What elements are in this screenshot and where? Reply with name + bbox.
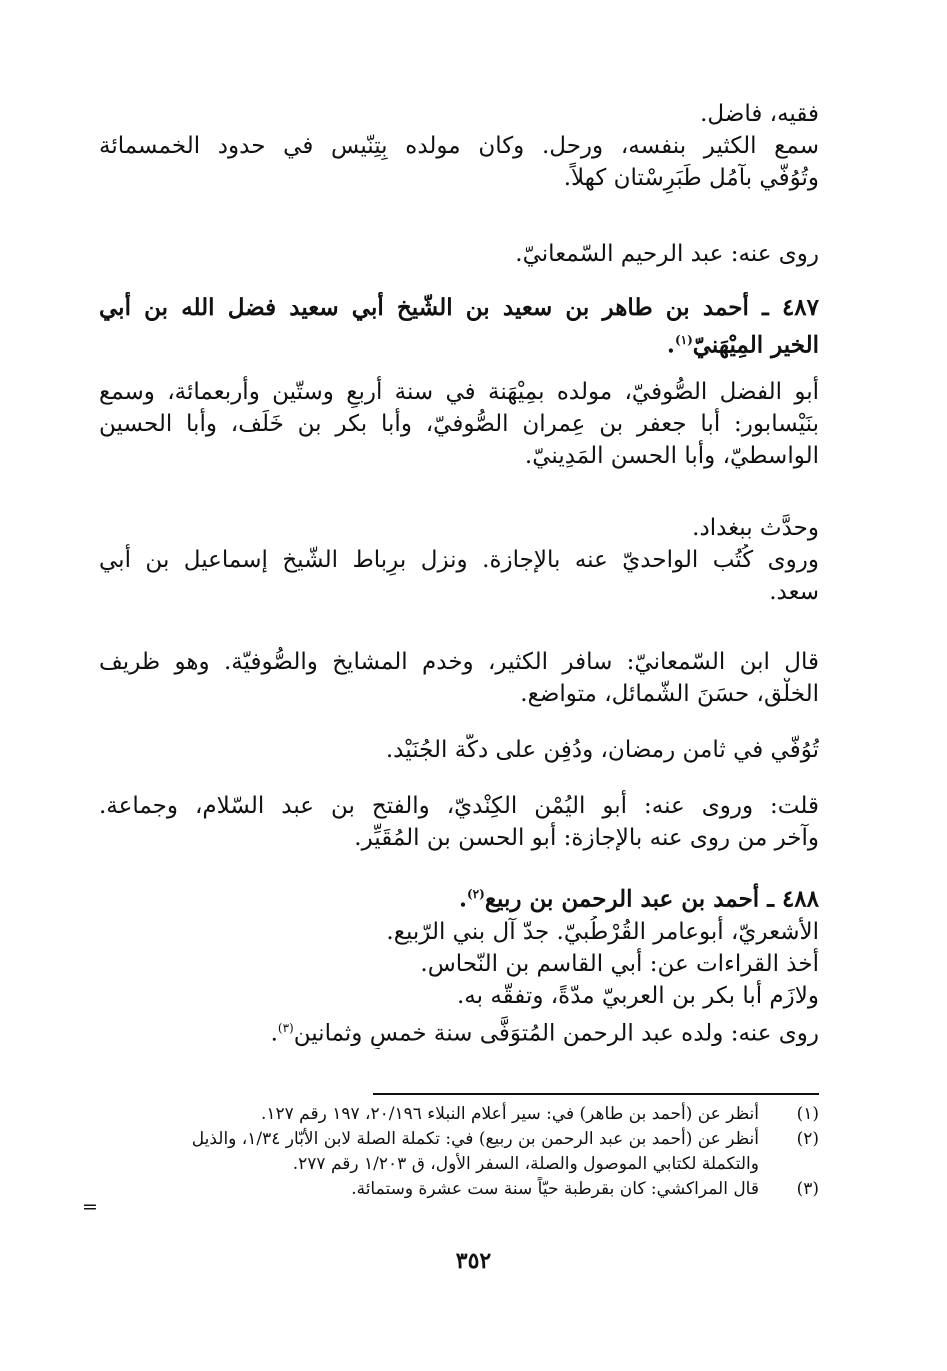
- entry-488: [99, 878, 819, 1049]
- text-line: أخذ القراءات عن: أبي القاسم بن النّحاس.: [420, 950, 819, 977]
- entry-487-heading: [99, 292, 819, 362]
- text-line: أبو الفضل الصُّوفيّ، مولده بمِيْهَنة في سنة أربعٍ وستّين وأربعمائة، وسمع: [99, 379, 819, 405]
- footnote-ref: (٣): [277, 1020, 294, 1035]
- entry-heading-line: [99, 324, 819, 362]
- footnote-number: (١): [796, 1104, 819, 1124]
- text-line: الواسطيّ، وأبا الحسن المَدِينيّ.: [524, 443, 819, 469]
- text-line-end: .: [270, 1020, 278, 1047]
- entry-487-note: [99, 790, 819, 854]
- entry-heading-line: ٤٨٧ ـ أحمد بن طاهر بن سعيد بن الشّيخ أبي سعيد فضل الله بن أبي: [99, 294, 819, 321]
- text-line: الخلْق، حسَنَ الشّمائل، متواضع.: [520, 681, 819, 707]
- text-line: وآخر من روى عنه بالإجازة: أبو الحسن بن المُقَيِّر.: [354, 825, 819, 851]
- entry-487-bio: [99, 376, 819, 472]
- footnote-text: والتكملة لكتابي الموصول والصلة، السفر الأول، ق ١/٢٠٣ رقم ٢٧٧.: [292, 1154, 759, 1174]
- footnote-item: [99, 1177, 819, 1202]
- text-line: قلت: وروى عنه: أبو اليُمْن الكِنْديّ، والفتح بن عبد السّلام، وجماعة.: [99, 793, 819, 819]
- entry-486-tail: [99, 98, 819, 194]
- footnote-continuation: [99, 1152, 759, 1177]
- text-line: روى عنه: عبد الرحيم السّمعانيّ.: [515, 241, 819, 267]
- footnote-text: أنظر عن (أحمد بن طاهر) في: سير أعلام النبلاء ٢٠/١٩٦، ١٩٧ رقم ١٢٧.: [260, 1104, 759, 1124]
- entry-487-death: [99, 734, 819, 766]
- text-line: تُوُفّي في ثامن رمضان، ودُفِن على دكّة الجُنَيْد.: [385, 737, 819, 763]
- text-line: قال ابن السّمعانيّ: سافر الكثير، وخدم المشايخ والصُّوفيّة. وهو ظريف: [99, 649, 819, 675]
- entry-heading-line: [99, 878, 819, 916]
- text-line: سعد.: [769, 579, 819, 605]
- footnotes: [99, 1102, 819, 1202]
- footnote-ref: (٢): [466, 887, 485, 901]
- entry-487-quote: [99, 646, 819, 710]
- footnote-text: قال المراكشي: كان بقرطبة حيّاً سنة ست عشرة وستمائة.: [351, 1179, 759, 1199]
- entry-487-narration: [99, 512, 819, 608]
- narrator-line: [99, 238, 819, 270]
- text-line: [99, 1012, 819, 1050]
- text-line: فقيه، فاضل.: [700, 101, 819, 127]
- entry-heading-text: ٤٨٨ ـ أحمد بن عبد الرحمن بن ربيع: [484, 885, 819, 913]
- footnote-item: [99, 1127, 819, 1152]
- text-line: وحدَّث ببغداد.: [692, 515, 819, 541]
- text-line: الأشعريّ، أبوعامر القُرْطُبيّ. جدّ آل بني الرّبيع.: [386, 918, 819, 945]
- footnote-separator: [373, 1093, 819, 1095]
- footnote-item: [99, 1102, 819, 1127]
- footnote-text: أنظر عن (أحمد بن عبد الرحمن بن ربيع) في: تكملة الصلة لابن الأبّار ١/٣٤، والذيل: [191, 1129, 759, 1149]
- entry-heading-end: .: [666, 331, 675, 359]
- text-line: بنَيْسابور: أبا جعفر بن عِمران الصُّوفيّ، وأبا بكر بن خَلَف، وأبا الحسين: [99, 411, 819, 437]
- text-line: وتُوُفّي بآمُل طَبَرِسْتان كهلاً.: [563, 165, 819, 191]
- text-line-content: روى عنه: ولده عبد الرحمن المُتوَفَّى سنة خمسٍ وثمانين: [293, 1020, 819, 1047]
- text-line: سمع الكثير بنفسه، ورحل. وكان مولده بِتِنّيس في حدود الخمسمائة: [99, 133, 819, 159]
- footnote-number: (٣): [796, 1179, 819, 1199]
- text-line: ولازَم أبا بكر بن العربيّ مدّةً، وتفقّه به.: [456, 982, 819, 1009]
- continuation-mark: =: [82, 1196, 98, 1218]
- entry-heading-text: الخير المِيْهَنيّ: [692, 331, 819, 359]
- footnote-number: (٢): [796, 1129, 819, 1149]
- page-number: ٣٥٢: [455, 1248, 492, 1274]
- footnote-ref: (١): [674, 333, 693, 347]
- entry-heading-end: .: [458, 885, 467, 913]
- text-line: وروى كُتُب الواحديّ عنه بالإجازة. ونزل برِباط الشّيخ إسماعيل بن أبي: [99, 547, 819, 573]
